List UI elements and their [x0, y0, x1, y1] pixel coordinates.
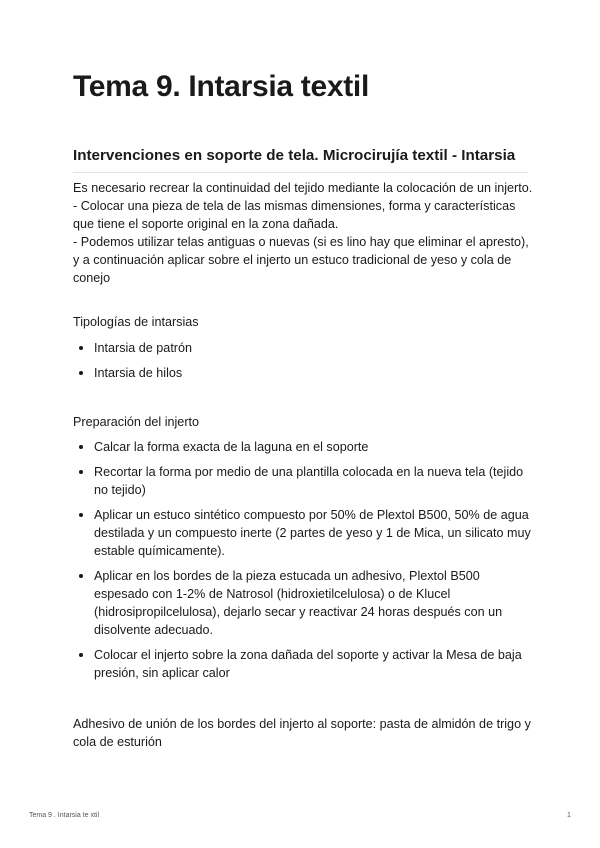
- document-title: Tema 9. Intarsia textil: [73, 70, 370, 103]
- list-item: Intarsia de patrón: [73, 339, 533, 357]
- list-item: Calcar la forma exacta de la laguna en el soporte: [73, 438, 533, 456]
- list-item: Colocar el injerto sobre la zona dañada del soporte y activar la Mesa de baja presión, sin aplicar calor: [73, 646, 533, 682]
- list-item: Intarsia de hilos: [73, 364, 533, 382]
- section-heading: Intervenciones en soporte de tela. Microcirujía textil - Intarsia: [73, 147, 516, 164]
- list-item: Aplicar en los bordes de la pieza estucada un adhesivo, Plextol B500 espesado con 1-2% de Natrosol (hidroxietilcelulosa) o de Klucel (hidrosipropilcelulosa), dejarlo secar y reactivar 24 horas después con un disolvente adecuado.: [73, 567, 533, 639]
- list-item: Aplicar un estuco sintético compuesto por 50% de Plextol B500, 50% de agua destilada y un compuesto inerte (2 partes de yeso y 1 de Mica, un silicato muy estable químicamente).: [73, 506, 533, 560]
- closing-paragraph: Adhesivo de unión de los bordes del injerto al soporte: pasta de almidón de trigo y cola de esturión: [73, 717, 531, 749]
- list-item: Recortar la forma por medio de una plantilla colocada en la nueva tela (tejido no tejido): [73, 463, 533, 499]
- intro-line: Es necesario recrear la continuidad del tejido mediante la colocación de un injerto.: [73, 181, 533, 195]
- typologies-label: Tipologías de intarsias: [73, 315, 199, 329]
- intro-line: - Podemos utilizar telas antiguas o nuevas (si es lino hay que eliminar el apresto), y a continuación aplicar sobre el injerto un estuco tradicional de yeso y cola de conejo: [73, 235, 529, 285]
- footer-document-name: Tema 9 . Intarsia te xtil: [29, 812, 100, 819]
- intro-line: - Colocar una pieza de tela de las mismas dimensiones, forma y características que tiene el soporte original en la zona dañada.: [73, 199, 516, 231]
- preparation-list: [73, 438, 533, 689]
- typologies-list: [73, 339, 533, 389]
- intro-paragraph: [73, 179, 533, 287]
- preparation-label: Preparación del injerto: [73, 415, 200, 429]
- section-divider: [73, 172, 528, 173]
- footer-page-number: 1: [567, 812, 571, 819]
